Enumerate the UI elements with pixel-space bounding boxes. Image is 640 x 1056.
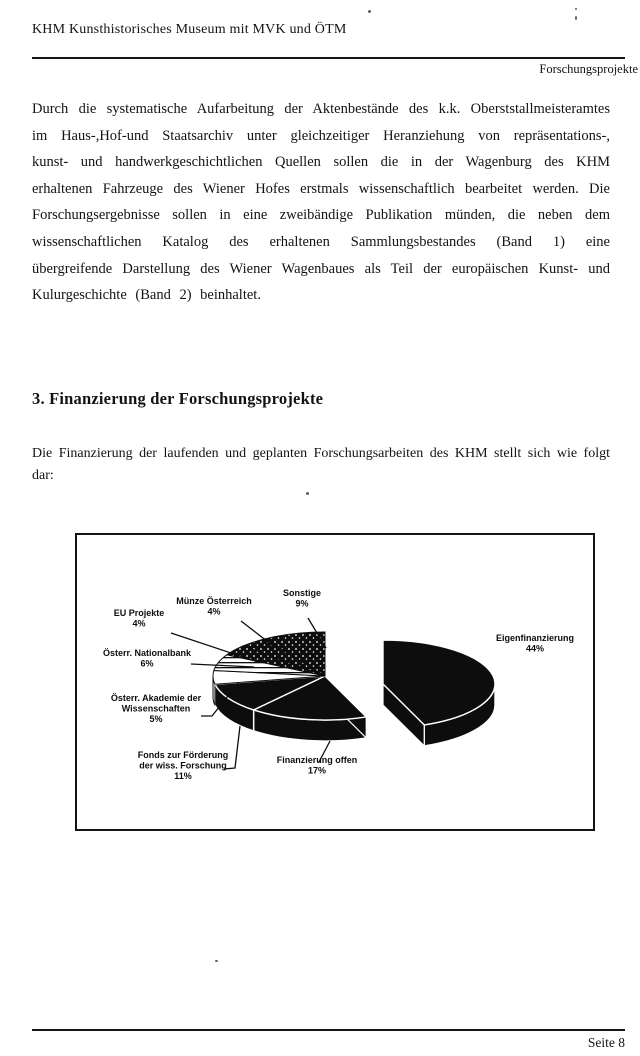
pie-label: Sonstige 9% (282, 588, 322, 609)
header-right-label: Forschungsprojekte (539, 62, 638, 76)
pie-label: Österr. Akademie der Wissenschaften 5% (110, 693, 202, 724)
pie-label: Österr. Nationalbank 6% (102, 648, 192, 669)
scan-noise-dot (306, 492, 309, 495)
footer-rule (32, 1029, 625, 1031)
pie-label: Finanzierung offen 17% (276, 755, 358, 776)
scan-noise-dot (575, 16, 577, 20)
pie-labels (103, 588, 574, 781)
pie-label: Münze Österreich 4% (176, 596, 252, 617)
page-header-title: KHM Kunsthistorisches Museum mit MVK und ÖTM (32, 22, 347, 37)
body-paragraph-1: Durch die systematische Aufarbeitung der Aktenbestände des k.k. Oberststallmeisteramtes im Haus-,Hof-und Staatsarchiv unter gleichzeitiger Heranziehung von repräsentations-, kunst- und handwerkgeschichtlichen Quellen sollen die in der Wagenburg des KHM erhaltenen Fahrzeuge des Wiener Hofes erstmals wissenschaftlich bearbeitet werden. Die Forschungsergebnisse sollen in eine zweibändige Publikation münden, die neben dem wissenschaftlichen Katalog des erhaltenen Sammlungsbestandes (Band 1) eine übergreifende Darstellung des Wiener Wagenbaues als Teil der europäischen Kunst- und Kulurgeschichte (Band 2) beinhaltet. (32, 101, 610, 304)
pie-label: EU Projekte 4% (113, 608, 165, 629)
pie-label: Eigenfinanzierung 44% (495, 633, 575, 654)
pie-label: Fonds zur Förderung der wiss. Forschung 11% (137, 750, 229, 781)
scan-noise-dot (215, 960, 218, 962)
scan-noise-dot (368, 10, 371, 13)
body-paragraph-2: Die Finanzierung der laufenden und geplanten Forschungsarbeiten des KHM stellt sich wie folgt dar: (32, 446, 610, 483)
header-rule (32, 57, 625, 59)
footer-page-number: Seite 8 (587, 1035, 625, 1050)
section-heading: 3. Finanzierung der Forschungsprojekte (32, 389, 324, 408)
chart-figure (75, 533, 595, 831)
pie-tops (213, 632, 495, 725)
pie-chart (77, 535, 593, 829)
scan-noise-dot (575, 8, 577, 10)
